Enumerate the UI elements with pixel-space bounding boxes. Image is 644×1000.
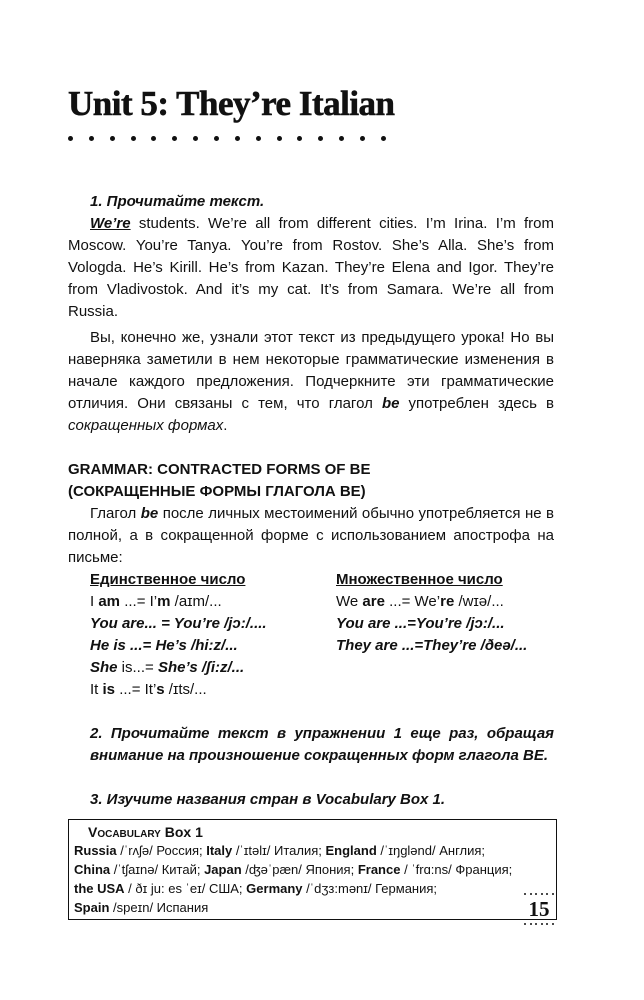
vocabulary-box (68, 819, 557, 920)
note-italic: сокращенных формах (68, 417, 224, 434)
intro-text-2: после личных местоимений обычно употребляется не в полной, а в сокращенной форме с использованием апострофа на письме: (68, 505, 554, 566)
page-number: 15 (528, 897, 550, 921)
intro-text: Глагол (90, 505, 141, 522)
contraction-table (68, 569, 554, 701)
note-text: Вы, конечно же, узнали этот текст из предыдущего урока! Но вы наверняка заметили в нем некоторые грамматические изменения в начале каждого предложения. Подчеркните эти грамматические отличия. Они связаны с тем, что глагол (68, 329, 554, 412)
exercise-1-heading: 1. Прочитайте текст. (90, 193, 265, 210)
exercise-1-note (68, 327, 554, 437)
vocabulary-list (74, 841, 548, 917)
plural-column (336, 569, 527, 701)
grammar-heading-2: (СОКРАЩЕННЫЕ ФОРМЫ ГЛАГОЛА BE) (68, 483, 366, 500)
vocabulary-box-title: Vocabulary Box 1 (88, 824, 203, 840)
page-content (68, 84, 554, 920)
plural-header: Множественное число (336, 571, 503, 588)
dot (110, 136, 115, 141)
vocab-entry-italy: Italy /ˈɪtəlɪ/ Италия; (206, 843, 326, 858)
vocab-entry-germany: Germany /ˈdʒз:mənɪ/ Германия; (246, 881, 438, 896)
dot (235, 136, 240, 141)
vocab-entry-china: China /ˈtʃaɪnə/ Китай; (74, 862, 205, 877)
exercise-2: 2. Прочитайте текст в упражнении 1 еще раз, обращая внимание на произношение сокращенных форм глагола BE. (90, 725, 554, 764)
exercise-1-body: students. We’re all from different cities. I’m Irina. I’m from Moscow. You’re Tanya. You’re from Rostov. She’s Alla. She’s from Vologda. He’s Kirill. He’s from Kazan. They’re Elena and Igor. They’re from Vladivostok. And it’s my cat. It’s from Samara. We’re all from Russia. (68, 215, 554, 320)
singular-row-he: He is ...= He’s /hi:z/... (90, 637, 238, 654)
plural-row-they: They are ...=They’re /ðeə/... (336, 637, 528, 654)
unit-title: Unit 5: They’re Italian (68, 84, 395, 123)
page-number-block (524, 893, 554, 925)
vocab-entry-france: France / ˈfrɑ:ns/ Франция; (357, 862, 513, 877)
dot (131, 136, 136, 141)
singular-row-she: She is...= She’s /ʃi:z/... (90, 659, 245, 676)
exercise-3: 3. Изучите названия стран в Vocabulary Box 1. (90, 791, 446, 808)
exercise-1-lead: We’re (90, 215, 131, 232)
grammar-heading-1: GRAMMAR: CONTRACTED FORMS OF BE (68, 461, 371, 478)
plural-row-we: We are ...= We’re /wɪə/... (336, 593, 504, 610)
dot (256, 136, 261, 141)
plural-row-you: You are ...=You’re /jɔ:/... (336, 615, 505, 632)
vocab-entry-england: England /ˈɪŋglənd/ Англия; (325, 843, 486, 858)
singular-row-you: You are... = You’re /jɔ:/.... (90, 615, 267, 632)
page-number-dots-top (524, 893, 554, 895)
singular-row-i: I am ...= I’m /aɪm/... (90, 593, 222, 610)
dot (381, 136, 386, 141)
grammar-intro (68, 503, 554, 569)
vocab-entry-usa: the USA / ðɪ ju: es ˈeɪ/ США; (74, 881, 247, 896)
singular-row-it: It is ...= It’s /ɪts/... (90, 681, 207, 698)
dot (277, 136, 282, 141)
vocab-entry-japan: Japan /ʤəˈpæn/ Япония; (204, 862, 358, 877)
page-number-dots-bottom (524, 923, 554, 925)
singular-column (90, 569, 336, 701)
note-text-2: употреблен здесь в (399, 395, 554, 412)
note-be: be (381, 395, 400, 412)
note-end: . (223, 417, 228, 434)
exercise-1-text (68, 213, 554, 323)
vocab-entry-russia: Russia /ˈrʌʃə/ Россия; (74, 843, 207, 858)
vocab-entry-spain: Spain /speɪn/ Испания (74, 900, 209, 915)
dot (89, 136, 94, 141)
singular-header: Единственное число (90, 571, 246, 588)
dot (360, 136, 365, 141)
dot (68, 136, 73, 141)
intro-be: be (140, 505, 159, 522)
dot (214, 136, 219, 141)
